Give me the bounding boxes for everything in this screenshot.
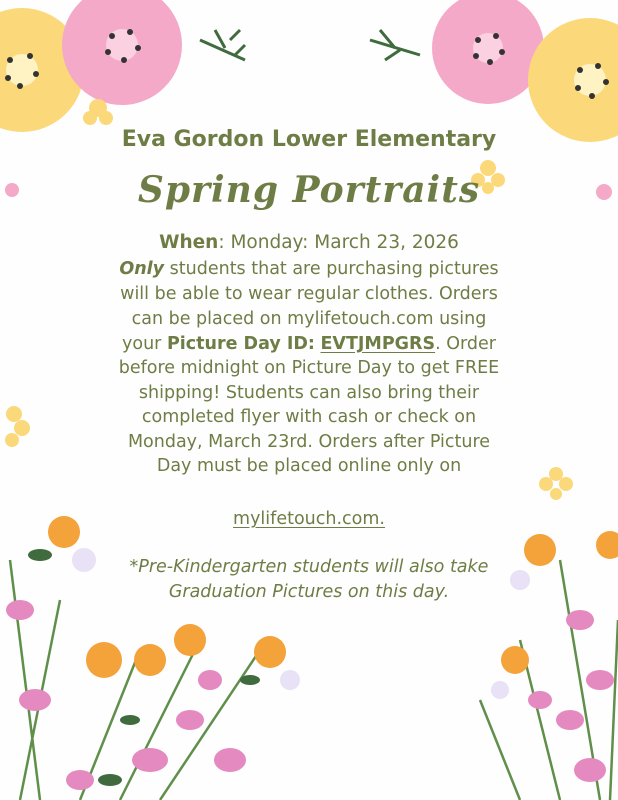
only-emphasis: Only [119,259,165,279]
prek-note: Graduation Pictures on this day. [168,582,450,602]
picture-day-id-label: Picture Day ID: [166,334,315,354]
body-line: completed flyer with cash or check on [141,407,477,427]
when-line [0,231,618,255]
school-name: Eva Gordon Lower Elementary [121,127,497,152]
body-line [0,257,618,281]
mylifetouch-link[interactable]: mylifetouch.com. [233,509,385,529]
body-line [0,332,618,356]
body-text: students that are purchasing pictures [164,259,499,279]
picture-day-id-value: EVTJMPGRS [320,334,436,354]
prek-note: *Pre-Kindergarten students will also take [129,557,489,577]
event-title: Spring Portraits [137,169,481,211]
body-line: will be able to wear regular clothes. Orders [120,284,498,304]
body-text: your [122,334,167,354]
pink-flower-top-right-icon [432,0,544,104]
when-value: : Monday: March 23, 2026 [218,232,459,253]
body-line: Monday, March 23rd. Orders after Picture [127,432,491,452]
body-line: can be placed on mylifetouch.com using [131,309,487,329]
body-text: . Order [435,334,496,354]
body-line: shipping! Students can also bring their [138,383,480,403]
body-line: before midnight on Picture Day to get FREE [118,358,500,378]
when-label: When [159,232,219,253]
body-line: Day must be placed online only on [156,456,462,476]
